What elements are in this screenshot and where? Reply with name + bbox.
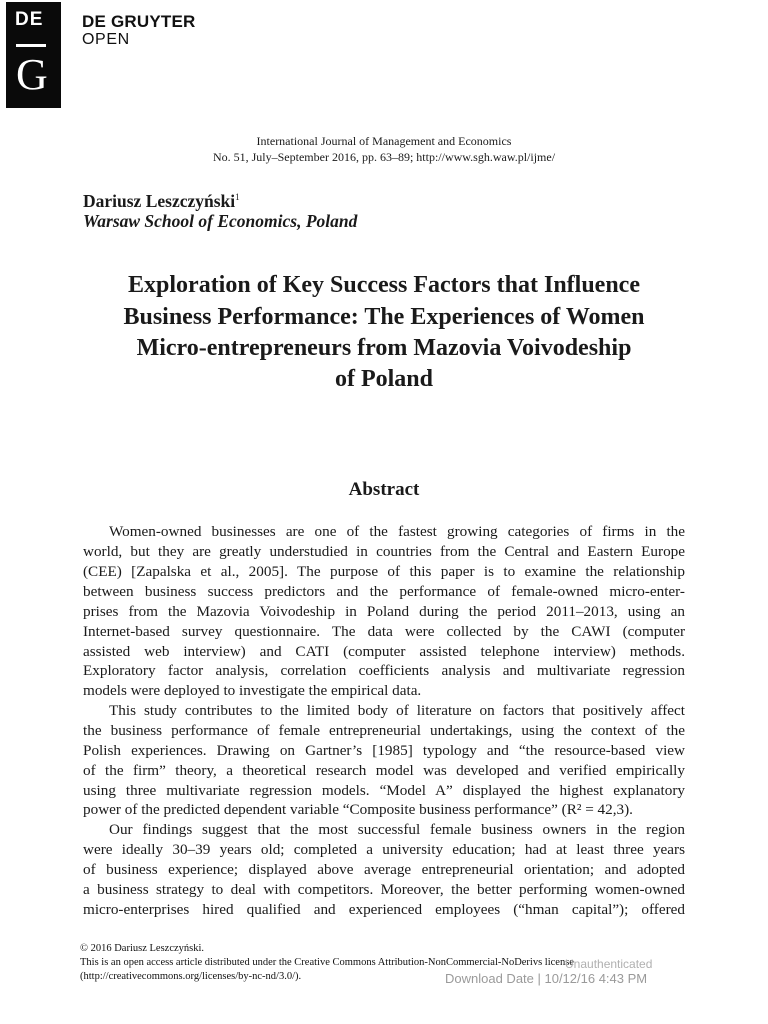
logo-divider (16, 44, 46, 47)
abstract-line: assisted web interview) and CATI (computer assisted telephone interview) methods. (83, 643, 685, 660)
abstract-line: micro-enterprises hired qualified and experienced employees (“hman capital”); offered (83, 901, 685, 918)
logo-de-text: DE (15, 9, 44, 30)
abstract-line: using three multivariate regression models. “Model A” displayed the highest explanatory (83, 782, 685, 799)
author-footnote-mark: 1 (235, 192, 240, 202)
publisher-name-block (82, 12, 195, 49)
abstract-line: power of the predicted dependent variable “Composite business performance” (R² = 42,3). (83, 801, 633, 818)
paper-title-line-4: of Poland (334, 366, 433, 392)
journal-name: International Journal of Management and Economics (256, 134, 512, 148)
publisher-logo (6, 2, 61, 108)
publisher-name: DE GRUYTER (82, 12, 196, 31)
unauthenticated-watermark: Unauthenticated (565, 957, 653, 971)
abstract-line: the business performance of female entrepreneurial undertakings, using the context of the (83, 722, 685, 739)
abstract-line: Exploratory factor analysis, correlation coefficients analysis and multivariate regression (83, 662, 685, 679)
abstract-line: Polish experiences. Drawing on Gartner’s [1985] typology and “the resource-based view (83, 742, 685, 759)
publisher-subname: OPEN (82, 31, 130, 48)
abstract-line: Our findings suggest that the most successful female business owners in the region (109, 821, 685, 838)
license-notice: This is an open access article distributed under the Creative Commons Attribution-NonCommercial-NoDerivs license (80, 957, 574, 968)
paper-title-line-3: Micro-entrepreneurs from Mazovia Voivodeship (136, 335, 632, 361)
journal-issue-info: No. 51, July–September 2016, pp. 63–89; http://www.sgh.waw.pl/ijme/ (212, 150, 556, 164)
abstract-line: were ideally 30–39 years old; completed a university education; had at least three years (83, 841, 685, 858)
abstract-line: Internet-based survey questionnaire. The data were collected by the CAWI (computer (83, 623, 685, 640)
abstract-line: Women-owned businesses are one of the fastest growing categories of firms in the (109, 523, 685, 540)
abstract-line: prises from the Mazovia Voivodeship in Poland during the period 2011–2013, using an (83, 603, 685, 620)
abstract-line: of the firm” theory, a theoretical research model was developed and verified empirically (83, 762, 685, 779)
download-date-watermark: Download Date | 10/12/16 4:43 PM (445, 971, 648, 986)
abstract-line: of business experience; displayed above average entrepreneurial orientation; and adopted (83, 861, 685, 878)
abstract-line: world, but they are greatly understudied in countries from the Central and Eastern Europe (83, 543, 685, 560)
abstract-line: (CEE) [Zapalska et al., 2005]. The purpose of this paper is to examine the relationship (83, 563, 685, 580)
paper-title-line-2: Business Performance: The Experiences of Women (123, 304, 645, 330)
author-affiliation: Warsaw School of Economics, Poland (83, 211, 358, 231)
abstract-line: between business success predictors and the performance of female-owned micro-enter- (83, 583, 685, 600)
author-name-text: Dariusz Leszczyński (83, 190, 236, 211)
abstract-line: a business strategy to deal with competitors. Moreover, the better performing women-owned (83, 881, 685, 898)
abstract-line: models were deployed to investigate the empirical data. (83, 682, 422, 699)
paper-title-line-1: Exploration of Key Success Factors that Influence (128, 272, 640, 298)
abstract-heading: Abstract (348, 479, 420, 500)
license-link: (http://creativecommons.org/licenses/by-nc-nd/3.0/). (80, 971, 302, 982)
author-name (83, 186, 240, 212)
copyright-notice: © 2016 Dariusz Leszczyński. (80, 943, 205, 954)
abstract-line: This study contributes to the limited body of literature on factors that positively affect (109, 702, 685, 719)
logo-g-letter: G (16, 50, 48, 99)
